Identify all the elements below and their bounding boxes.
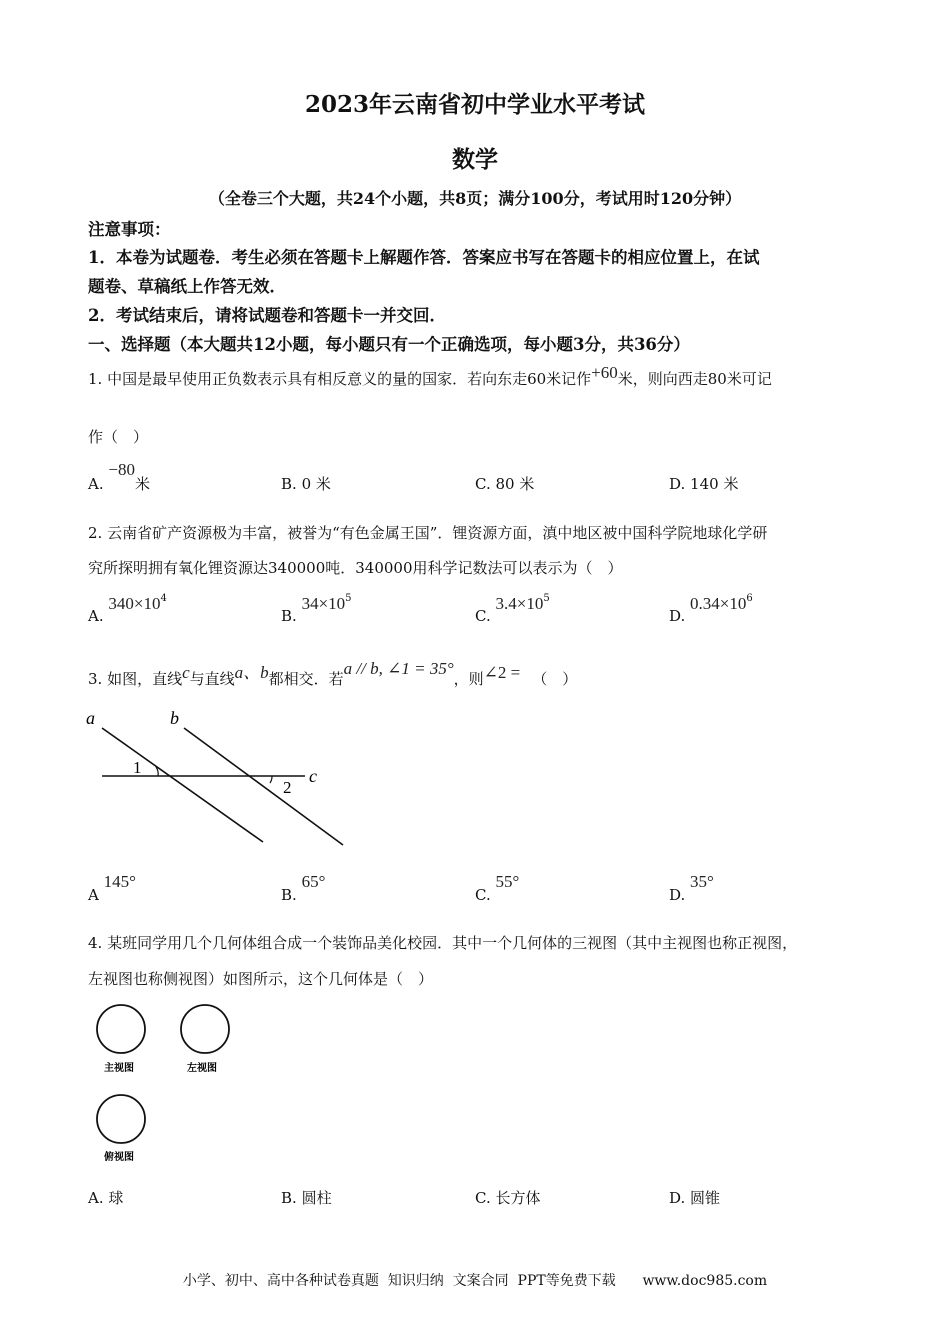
question-3-text: （ ）: [532, 670, 578, 688]
q4-option-a: [88, 1187, 123, 1208]
option-exponent: 4: [160, 593, 167, 604]
question-3: [88, 659, 578, 689]
option-text: 80 米: [495, 475, 535, 493]
notice-item-1: 1．本卷为试题卷．考生必须在答题卡上解题作答．答案应书写在答题卡的相应位置上，在试: [88, 248, 760, 267]
option-exponent: 5: [543, 593, 550, 604]
option-math: −80: [108, 460, 135, 479]
label-angle-2: 2: [283, 778, 292, 797]
question-3-var-c: c: [182, 663, 190, 682]
option-letter: D.: [669, 475, 686, 493]
option-letter: B.: [281, 886, 297, 904]
top-view-circle: [97, 1095, 145, 1143]
question-3-var-ab: a、b: [234, 663, 269, 682]
option-math: 65°: [301, 872, 326, 891]
option-letter: D.: [669, 1189, 686, 1207]
q3-option-c: [475, 872, 520, 905]
option-letter: C.: [475, 475, 491, 493]
option-math: 34×10: [301, 594, 346, 613]
option-text: 0 米: [301, 475, 331, 493]
line-a: [102, 728, 263, 842]
front-view-caption: 主视图: [104, 1063, 134, 1074]
option-math: 35°: [690, 872, 714, 891]
option-text: 米: [134, 475, 150, 493]
question-3-text: 与直线: [189, 670, 235, 688]
question-3-ask: ∠2 =: [483, 663, 521, 682]
option-math: 55°: [495, 872, 520, 891]
q3-option-d: [669, 872, 714, 905]
notice-item-2: 2．考试结束后，请将试题卷和答题卡一并交回．: [88, 306, 446, 325]
question-2: 2. 云南省矿产资源极为丰富，被誉为“有色金属王国”．锂资源方面，滇中地区被中国科学院地球化学研: [88, 524, 768, 542]
q1-option-c: [475, 473, 534, 494]
subject-title: 数学: [452, 146, 498, 173]
question-2-cont: 究所探明拥有氧化锂资源达340000吨．340000用科学记数法可以表示为（ ）: [88, 559, 623, 577]
q1-option-d: [669, 473, 738, 494]
label-b: b: [170, 708, 179, 728]
option-letter: B.: [281, 1189, 297, 1207]
line-b: [184, 728, 343, 845]
option-text: 圆锥: [690, 1189, 721, 1207]
question-1-text: 1. 中国是最早使用正负数表示具有相反意义的量的国家．若向东走60米记作: [88, 370, 592, 388]
option-letter: C.: [475, 607, 491, 625]
option-exponent: 5: [345, 593, 352, 604]
label-angle-1: 1: [133, 758, 142, 777]
question-1-math: +60: [591, 363, 618, 382]
option-letter: B.: [281, 475, 297, 493]
question-3-condition: a // b, ∠1 = 35°: [343, 659, 454, 678]
parallel-lines-figure: [80, 700, 370, 860]
option-math: 3.4×10: [495, 594, 544, 613]
question-3-text: 3. 如图，直线: [88, 670, 183, 688]
option-letter: A.: [88, 475, 104, 493]
option-text: 长方体: [495, 1189, 541, 1207]
option-letter: D.: [669, 607, 686, 625]
exam-title: 2023年云南省初中学业水平考试: [304, 91, 645, 118]
option-text: 圆柱: [301, 1189, 332, 1207]
option-exponent: 6: [746, 593, 753, 604]
label-c: c: [309, 766, 317, 786]
option-math: 0.34×10: [690, 594, 747, 613]
q1-option-a: [88, 460, 150, 494]
option-math: 145°: [103, 872, 136, 891]
option-text: 球: [108, 1189, 124, 1207]
question-3-text: ，则: [453, 670, 484, 688]
question-4: 4. 某班同学用几个几何体组合成一个装饰品美化校园．其中一个几何体的三视图（其中主视图也称正视图，: [88, 934, 798, 952]
q3-option-b: [281, 872, 326, 905]
q4-option-b: [281, 1187, 332, 1208]
option-letter: A: [88, 886, 99, 904]
question-1: [88, 363, 772, 389]
exam-info: （全卷三个大题，共24个小题，共8页；满分100分，考试用时120分钟）: [208, 189, 742, 208]
question-3-text: 都相交．若: [268, 670, 344, 688]
option-letter: B.: [281, 607, 297, 625]
question-4-cont: 左视图也称侧视图）如图所示，这个几何体是（ ）: [88, 970, 434, 988]
notice-item-1-cont: 题卷、草稿纸上作答无效．: [88, 277, 286, 296]
option-letter: C.: [475, 886, 491, 904]
notice-heading: 注意事项：: [88, 220, 171, 239]
option-text: 140 米: [690, 475, 739, 493]
option-letter: D.: [669, 886, 686, 904]
q3-option-a: [88, 872, 136, 905]
three-views-figure: [90, 1000, 250, 1170]
section-heading: 一、选择题（本大题共12小题，每小题只有一个正确选项，每小题3分，共36分）: [88, 335, 690, 354]
left-view-circle: [181, 1005, 229, 1053]
option-math: 340×10: [108, 594, 161, 613]
angle-2-arc: [270, 776, 272, 783]
label-a: a: [86, 708, 95, 728]
question-1-text-end: 米，则向西走80米可记: [617, 370, 772, 388]
option-letter: A.: [88, 1189, 104, 1207]
top-view-caption: 俯视图: [104, 1152, 134, 1163]
page-footer: 小学、初中、高中各种试卷真题 知识归纳 文案合同 PPT等免费下载 www.doc985.com: [182, 1273, 768, 1289]
front-view-circle: [97, 1005, 145, 1053]
q4-option-d: [669, 1187, 720, 1208]
q1-option-b: [281, 473, 331, 494]
option-letter: C.: [475, 1189, 491, 1207]
q4-option-c: [475, 1187, 541, 1208]
option-letter: A.: [88, 607, 104, 625]
question-1-cont: 作（ ）: [88, 428, 149, 446]
left-view-caption: 左视图: [187, 1063, 217, 1074]
